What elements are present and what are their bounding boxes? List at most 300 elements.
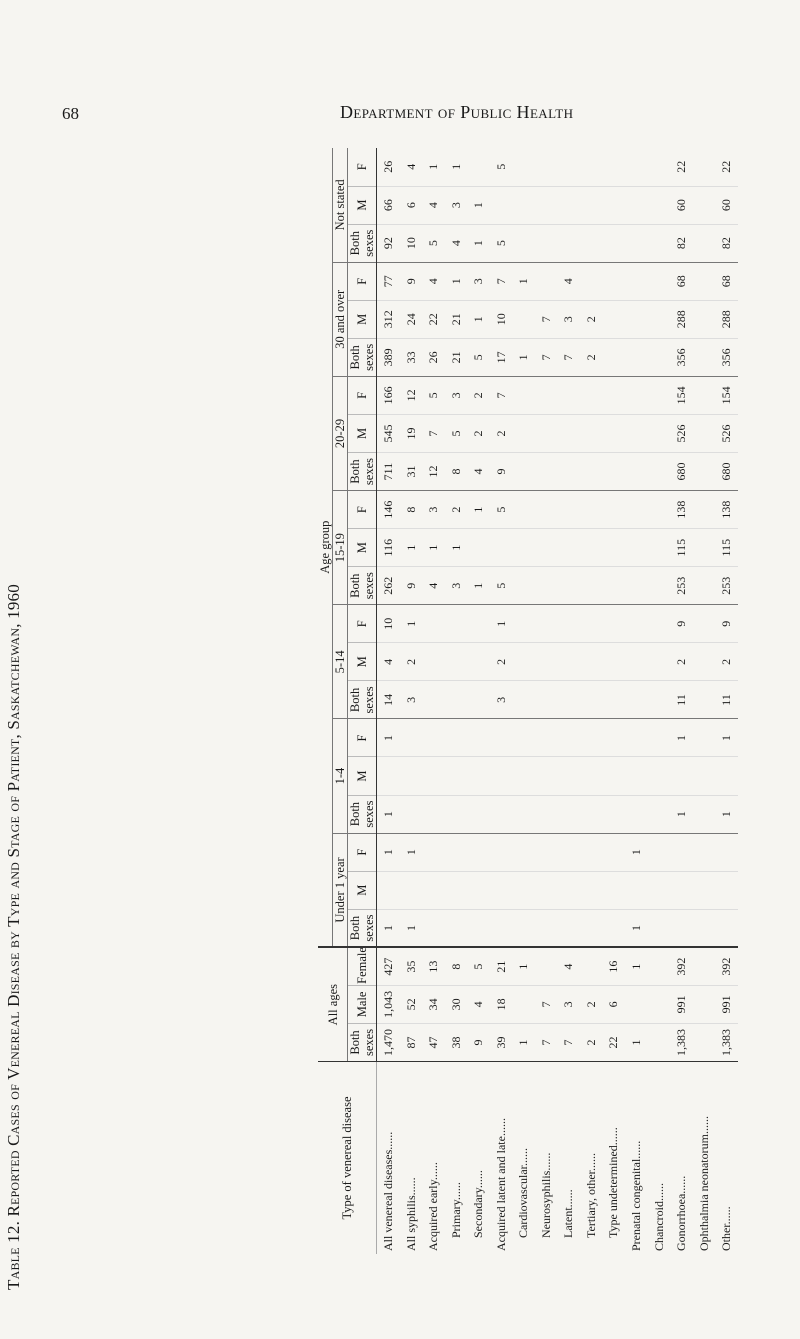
table-cell [693,643,716,681]
table-cell: 24 [400,300,423,338]
table-cell: 2 [468,414,491,452]
table-cell [715,757,738,795]
row-label: Type undetermined...... [603,1062,626,1255]
table-cell [558,186,581,224]
table-cell: 7 [535,1023,558,1061]
row-label: Cardiovascular...... [513,1062,536,1255]
table-cell [558,376,581,414]
table-cell [558,871,581,909]
table-cell [625,148,648,186]
table-cell [580,224,603,262]
table-cell: 31 [400,453,423,491]
subheader-female: F [348,833,377,871]
table-cell: 7 [535,300,558,338]
table-cell: 1 [377,833,400,871]
table-cell [535,491,558,529]
row-label: Acquired early...... [422,1062,445,1255]
table-cell [648,947,671,985]
table-cell [648,643,671,681]
table-cell [558,719,581,757]
table-cell: 22 [422,300,445,338]
row-label: Primary...... [445,1062,468,1255]
table-cell [648,262,671,300]
table-cell: 427 [377,947,400,985]
table-cell [693,947,716,985]
table-cell [670,757,693,795]
table-cell: 1 [377,909,400,947]
table-cell: 2 [580,300,603,338]
table-cell [558,909,581,947]
table-cell [558,681,581,719]
table-cell [535,262,558,300]
subheader-male: M [348,643,377,681]
table-cell: 39 [490,1023,513,1061]
subheader-male: M [348,300,377,338]
table-cell [648,529,671,567]
table-cell: 389 [377,338,400,376]
table-cell: 1 [422,529,445,567]
table-cell: 288 [715,300,738,338]
page-number: 68 [62,104,79,123]
table-cell: 3 [490,681,513,719]
table-cell [400,871,423,909]
table-row [580,148,603,1254]
table-cell: 1 [400,605,423,643]
subheader-female: F [348,376,377,414]
table-cell [535,224,558,262]
table-cell [513,453,536,491]
subheader-male: M [348,871,377,909]
table-cell: 1 [400,833,423,871]
table-cell: 711 [377,453,400,491]
table-cell: 5 [490,224,513,262]
table-cell [693,795,716,833]
table-cell: 16 [603,947,626,985]
table-cell: 1 [625,909,648,947]
table-cell [625,871,648,909]
table-cell: 26 [377,148,400,186]
table-row [693,148,716,1254]
table-cell [558,414,581,452]
table-cell: 10 [400,224,423,262]
row-label: Acquired latent and late...... [490,1062,513,1255]
table-cell [468,719,491,757]
table-cell [445,681,468,719]
table-cell: 4 [422,262,445,300]
table-cell: 9 [490,453,513,491]
table-cell [513,491,536,529]
table-cell [513,871,536,909]
table-cell [445,605,468,643]
table-cell [468,795,491,833]
table-row [558,148,581,1254]
table-cell: 1 [670,795,693,833]
table-cell [625,262,648,300]
table-cell: 5 [422,224,445,262]
row-label: All venereal diseases...... [377,1062,400,1255]
table-cell [693,529,716,567]
table-cell [603,148,626,186]
table-cell: 253 [670,567,693,605]
table-cell: 1 [422,148,445,186]
table-row [603,148,626,1254]
table-cell: 1 [377,795,400,833]
table-cell [422,871,445,909]
table-cell: 3 [445,376,468,414]
table-cell: 2 [670,643,693,681]
table-row [468,148,491,1254]
table-cell [693,1023,716,1061]
table-cell: 1 [715,719,738,757]
table-cell [580,453,603,491]
table-cell: 1 [513,947,536,985]
table-cell: 8 [445,453,468,491]
table-cell [513,605,536,643]
table-cell [468,871,491,909]
table-cell: 30 [445,985,468,1023]
table-cell [490,186,513,224]
subheader-all-ages: Male [348,985,377,1023]
table-cell [558,529,581,567]
table-cell [625,643,648,681]
table-cell: 3 [422,491,445,529]
table-row [670,148,693,1254]
table-row [535,148,558,1254]
table-cell [558,757,581,795]
table-cell [513,681,536,719]
table-cell [468,643,491,681]
age-group-header: Age group [318,148,333,947]
table-cell: 4 [400,148,423,186]
table-cell [625,224,648,262]
table-cell: 26 [422,338,445,376]
table-cell [445,643,468,681]
table-cell [693,871,716,909]
table-cell [490,871,513,909]
table-caption: Table 12. Reported Cases of Venereal Disease by Type and Stage of Patient, Saskatchewan, 1960 [4,584,23,1290]
table-cell: 92 [377,224,400,262]
table-cell [603,224,626,262]
table-cell [377,757,400,795]
table-cell: 545 [377,414,400,452]
table-cell: 2 [400,643,423,681]
row-label: Ophthalmia neonatorum...... [693,1062,716,1255]
table-cell [648,414,671,452]
table-cell: 21 [445,300,468,338]
table-cell: 7 [422,414,445,452]
table-cell: 2 [715,643,738,681]
row-label: Chancroid...... [648,1062,671,1255]
table-cell [580,605,603,643]
table-cell [580,491,603,529]
table-cell [422,605,445,643]
table-cell [603,757,626,795]
table-cell: 154 [715,376,738,414]
subheader-all-ages: Female [348,947,377,985]
table-cell [535,681,558,719]
table-cell: 21 [445,338,468,376]
table-cell: 11 [715,681,738,719]
row-label: Other...... [715,1062,738,1255]
subheader-both-sexes: Both sexes [348,338,377,376]
table-cell [580,643,603,681]
table-cell [580,567,603,605]
subheader-both-sexes: Both sexes [348,224,377,262]
table-cell [715,833,738,871]
table-cell [648,833,671,871]
table-cell: 356 [670,338,693,376]
table-cell: 11 [670,681,693,719]
table-cell [535,605,558,643]
table-cell: 35 [400,947,423,985]
table-cell: 1 [445,262,468,300]
table-cell [535,414,558,452]
table-cell: 1 [400,529,423,567]
table-cell [513,567,536,605]
table-cell [535,376,558,414]
group-header-all-ages: All ages [318,947,348,1061]
row-label: Prenatal congenital...... [625,1062,648,1255]
table-cell [580,757,603,795]
table-cell: 82 [670,224,693,262]
table-cell: 1 [513,338,536,376]
table-cell: 392 [670,947,693,985]
table-cell: 1,043 [377,985,400,1023]
table-cell [558,567,581,605]
table-cell: 262 [377,567,400,605]
table-cell: 68 [670,262,693,300]
table-cell [445,719,468,757]
table-cell: 2 [490,414,513,452]
table-cell: 12 [400,376,423,414]
table-cell: 991 [670,985,693,1023]
table-cell [693,605,716,643]
table-cell [625,757,648,795]
table-cell: 82 [715,224,738,262]
table-cell [580,795,603,833]
subheader-female: F [348,148,377,186]
table-cell [468,605,491,643]
table-row [625,148,648,1254]
table-cell: 1 [445,148,468,186]
table-cell [693,338,716,376]
table-cell: 3 [468,262,491,300]
table-cell [535,909,558,947]
table-cell: 9 [670,605,693,643]
group-header: 20-29 [333,376,348,490]
table-cell [558,491,581,529]
table-cell [580,414,603,452]
table-cell: 138 [670,491,693,529]
table-cell: 138 [715,491,738,529]
table-cell: 8 [445,947,468,985]
subheader-both-sexes: Both sexes [348,681,377,719]
table-cell [400,757,423,795]
table-cell: 4 [468,985,491,1023]
table-cell: 2 [580,985,603,1023]
table-cell: 10 [377,605,400,643]
table-cell [715,909,738,947]
table-cell [422,757,445,795]
table-cell: 18 [490,985,513,1023]
table-cell: 5 [468,947,491,985]
table-cell [603,567,626,605]
table-cell [558,795,581,833]
table-cell [603,681,626,719]
table-cell: 7 [490,262,513,300]
table-cell [580,148,603,186]
table-cell [603,453,626,491]
table-cell: 8 [400,491,423,529]
table-cell: 526 [670,414,693,452]
table-cell: 5 [490,567,513,605]
table-cell [445,909,468,947]
table-cell: 1 [670,719,693,757]
table-cell [693,909,716,947]
table-cell: 312 [377,300,400,338]
table-cell: 38 [445,1023,468,1061]
table-cell [625,414,648,452]
table-cell [513,224,536,262]
table-cell [693,491,716,529]
table-cell: 115 [670,529,693,567]
table-cell: 4 [558,947,581,985]
table-cell [625,491,648,529]
table-cell: 9 [400,567,423,605]
table-cell: 526 [715,414,738,452]
table-cell [513,529,536,567]
table-cell: 10 [490,300,513,338]
table-cell: 680 [670,453,693,491]
table-cell: 7 [558,338,581,376]
subheader-male: M [348,529,377,567]
table-cell: 115 [715,529,738,567]
table-cell: 1 [715,795,738,833]
table-cell: 5 [468,338,491,376]
table-cell [445,871,468,909]
table-cell: 3 [558,300,581,338]
table-cell [422,833,445,871]
table-cell [513,909,536,947]
table-cell [535,719,558,757]
table-cell: 33 [400,338,423,376]
table-cell: 4 [468,453,491,491]
table-cell: 4 [422,567,445,605]
table-cell [468,681,491,719]
table-cell [580,833,603,871]
table-cell: 1 [445,529,468,567]
table-cell: 253 [715,567,738,605]
subheader-both-sexes: Both sexes [348,795,377,833]
table-cell [535,529,558,567]
table-cell: 680 [715,453,738,491]
table-cell [693,757,716,795]
table-cell: 2 [580,1023,603,1061]
table-cell [535,148,558,186]
table-cell [648,300,671,338]
table-cell [445,833,468,871]
table-cell: 4 [422,186,445,224]
table-cell: 1 [513,1023,536,1061]
table-cell [670,909,693,947]
table-cell [490,757,513,795]
table-cell [693,681,716,719]
table-cell [580,719,603,757]
table-cell [648,909,671,947]
table-cell [648,985,671,1023]
table-cell: 1 [377,719,400,757]
table-cell: 22 [603,1023,626,1061]
venereal-disease-table [318,148,738,1254]
table-cell [693,985,716,1023]
table-cell: 991 [715,985,738,1023]
table-cell [603,795,626,833]
subheader-all-ages: Both sexes [348,1023,377,1061]
row-label: All syphilis...... [400,1062,423,1255]
group-header: 15-19 [333,491,348,605]
table-cell [648,757,671,795]
table-cell [715,871,738,909]
table-cell [625,567,648,605]
table-cell: 1 [400,909,423,947]
table-cell [648,567,671,605]
table-cell [580,681,603,719]
table-cell [422,909,445,947]
table-cell [603,491,626,529]
table-cell [513,833,536,871]
table-cell: 1,383 [670,1023,693,1061]
table-cell [603,719,626,757]
table-cell [603,300,626,338]
table-cell: 6 [400,186,423,224]
table-cell: 1 [468,491,491,529]
table-cell [468,909,491,947]
table-cell: 4 [558,262,581,300]
table-row [400,148,423,1254]
table-cell [445,757,468,795]
table-cell: 1 [513,262,536,300]
table-cell [468,148,491,186]
table-cell: 1 [468,186,491,224]
table-cell [580,529,603,567]
table-cell: 1,470 [377,1023,400,1061]
table-cell: 1,383 [715,1023,738,1061]
table-cell [625,795,648,833]
table-cell [625,681,648,719]
table-cell: 77 [377,262,400,300]
table-cell [513,148,536,186]
table-cell: 3 [558,985,581,1023]
table-cell: 1 [625,1023,648,1061]
table-cell [535,186,558,224]
table-cell [580,871,603,909]
table-cell [513,376,536,414]
table-cell [400,795,423,833]
table-cell [513,300,536,338]
table-cell: 116 [377,529,400,567]
table-cell: 2 [468,376,491,414]
group-header: 30 and over [333,262,348,376]
subheader-female: F [348,605,377,643]
table-cell [558,643,581,681]
table-cell: 68 [715,262,738,300]
table-cell: 1 [468,224,491,262]
table-cell: 60 [670,186,693,224]
table-row [648,148,671,1254]
table-cell [580,262,603,300]
row-label: Secondary...... [468,1062,491,1255]
table-cell: 288 [670,300,693,338]
